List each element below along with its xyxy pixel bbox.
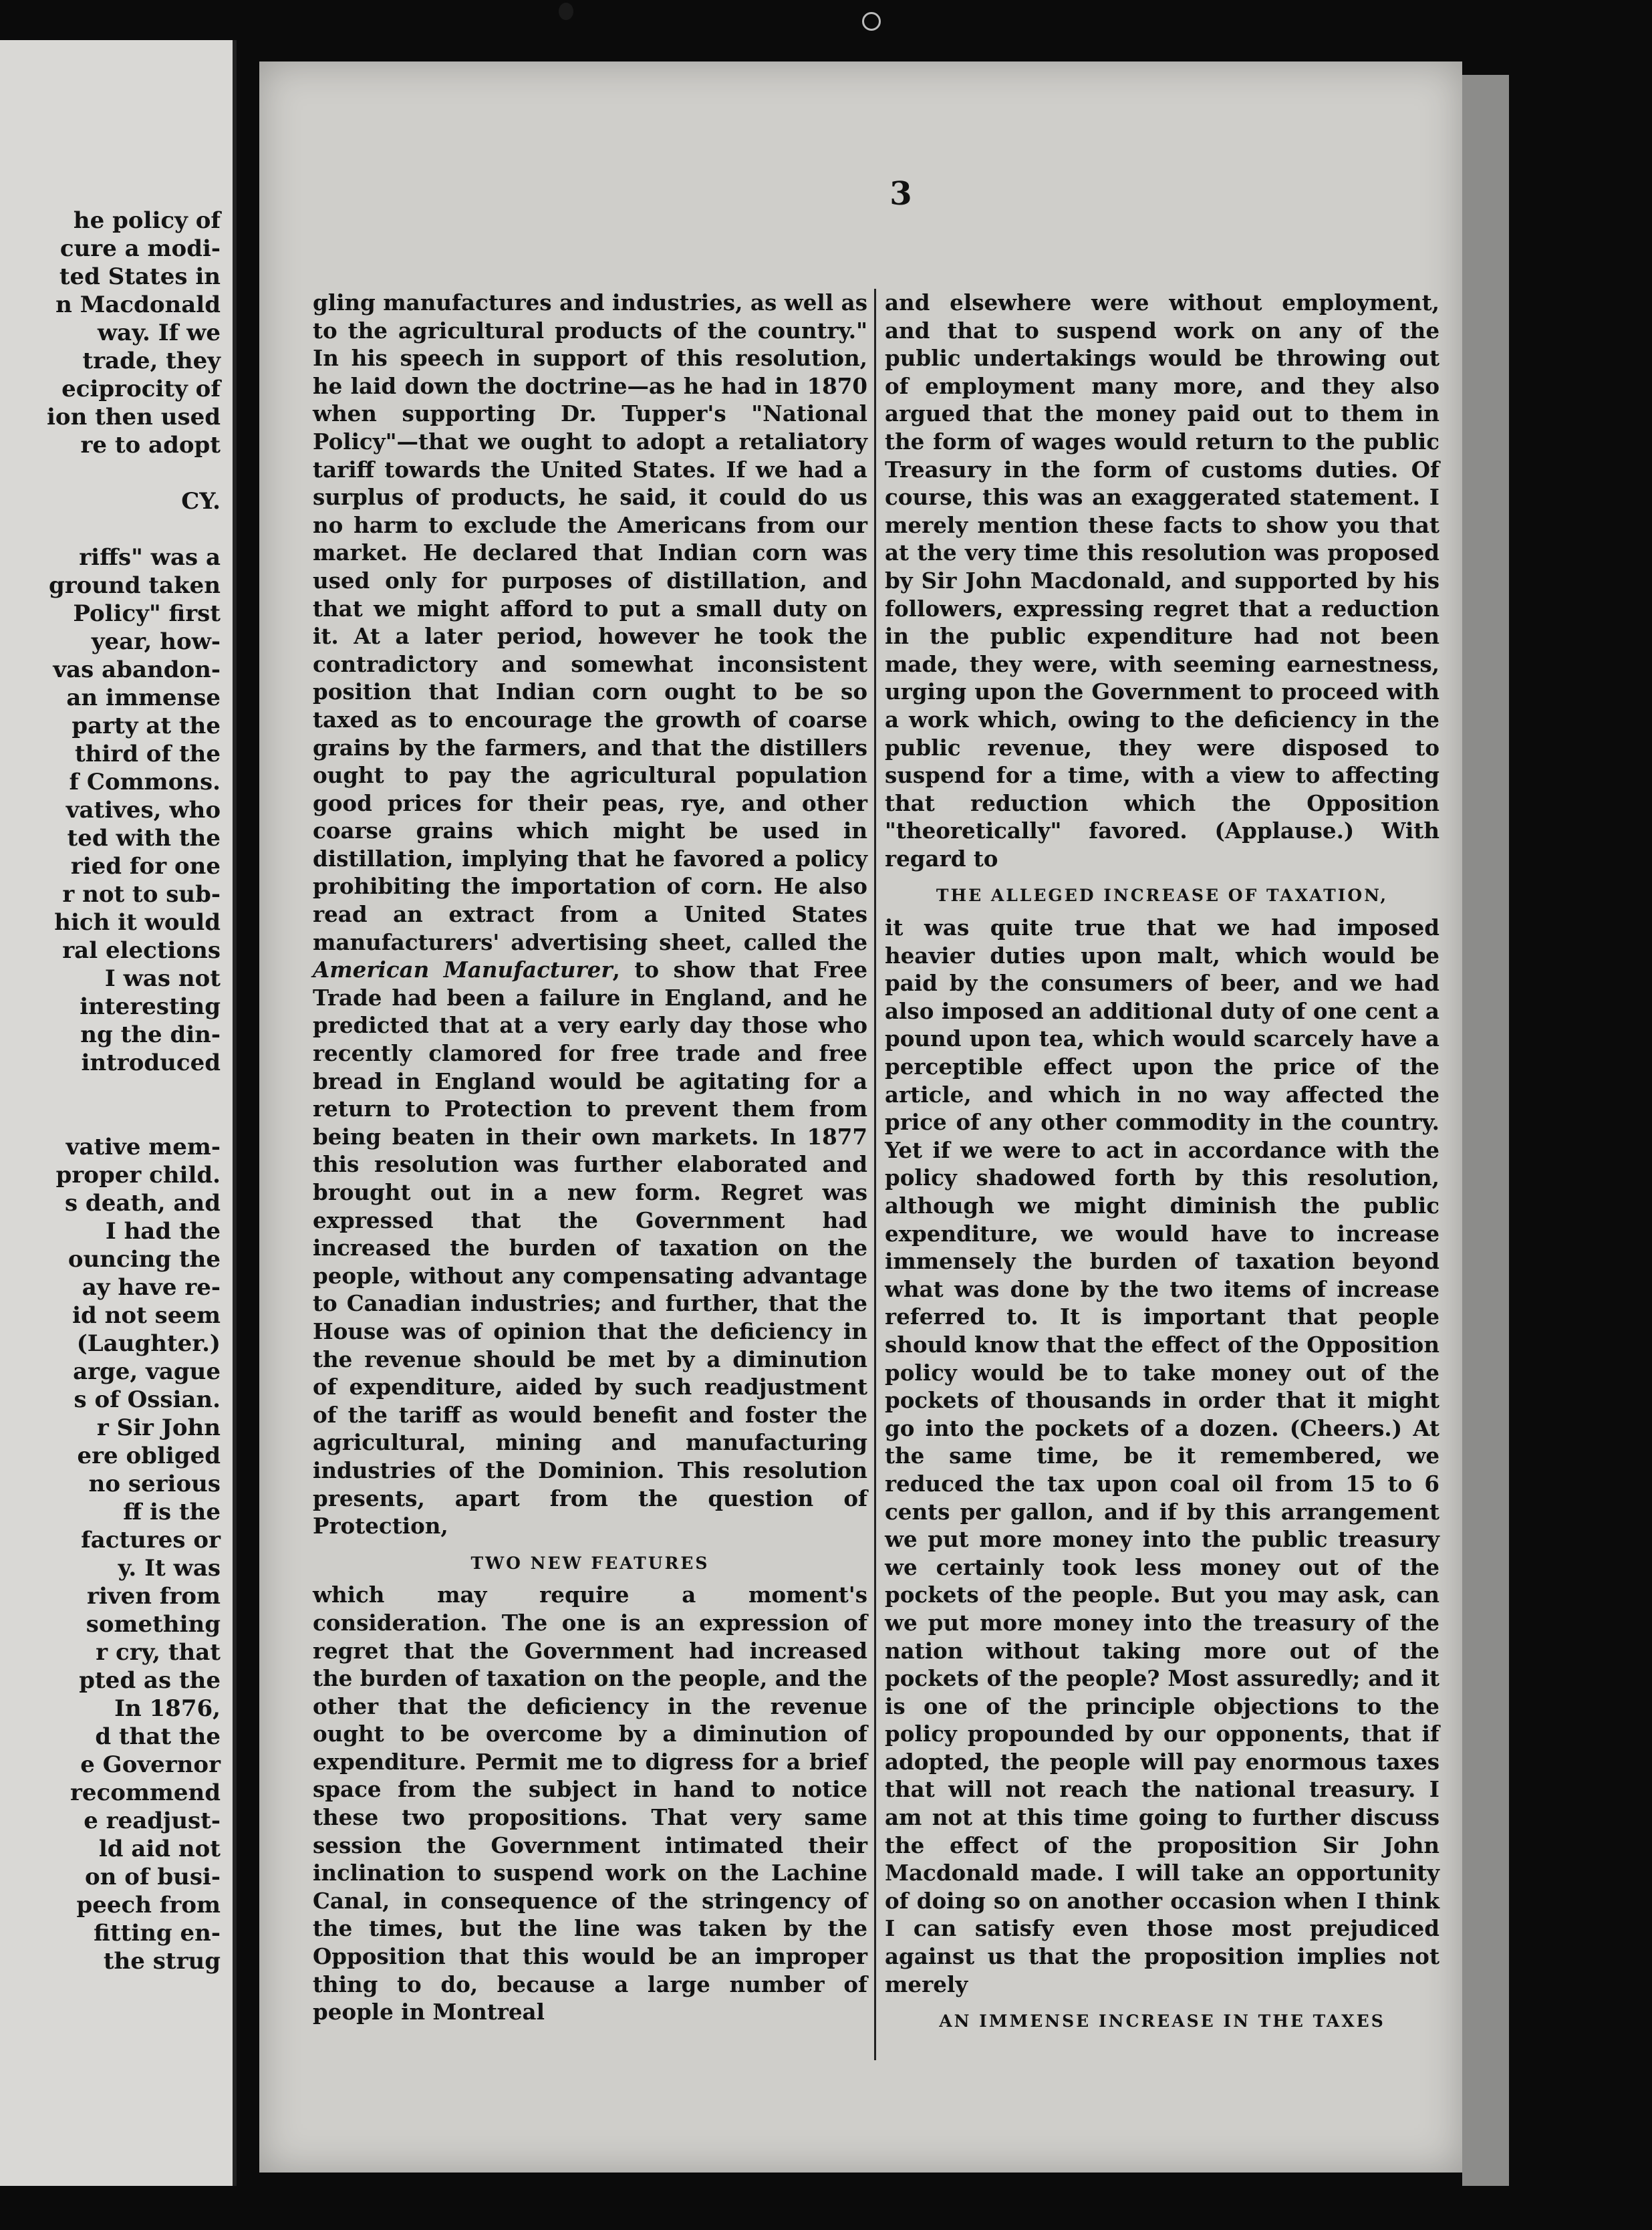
left-page-text-fragment: e readjust- bbox=[84, 1808, 221, 1834]
section-heading-immense-increase: AN IMMENSE INCREASE IN THE TAXES bbox=[939, 2011, 1385, 2031]
left-page-text-fragment: third of the bbox=[74, 741, 221, 767]
left-page-text-fragment: vative mem- bbox=[65, 1134, 221, 1160]
ink-blot bbox=[559, 3, 573, 20]
left-page-text-fragment: an immense bbox=[66, 685, 221, 711]
left-page-text-fragment: ld aid not bbox=[98, 1836, 221, 1862]
left-page-text-fragment: f Commons. bbox=[69, 769, 221, 795]
left-page-text-fragment: n Macdonald bbox=[55, 291, 221, 318]
left-page-text-fragment: r not to sub- bbox=[62, 881, 221, 908]
left-page-text-fragment: eciprocity of bbox=[61, 376, 221, 402]
left-page-text-fragment: trade, they bbox=[82, 348, 221, 374]
left-page-text-fragment: interesting bbox=[80, 993, 221, 1020]
left-page-text-fragment: I was not bbox=[104, 965, 221, 992]
left-page-text-fragment: cure a modi- bbox=[59, 235, 221, 262]
left-page-text-fragment: re to adopt bbox=[80, 432, 221, 459]
left-page-text-fragment: ff is the bbox=[123, 1499, 221, 1525]
left-page-text-fragment: something bbox=[86, 1611, 221, 1638]
left-page-text-fragment: riffs" was a bbox=[79, 544, 221, 571]
left-page-text-fragment: ral elections bbox=[62, 937, 221, 964]
left-page-text-fragment: recommend bbox=[70, 1779, 221, 1806]
left-page-text-fragment: year, how- bbox=[91, 628, 221, 655]
left-page-text-fragment: y. It was bbox=[118, 1555, 221, 1582]
left-page-text-fragment: ried for one bbox=[70, 853, 221, 880]
column-divider bbox=[874, 289, 876, 2060]
section-heading-two-new-features: TWO NEW FEATURES bbox=[470, 1553, 710, 1573]
left-page-text-fragment: e Governor bbox=[80, 1751, 221, 1778]
left-page-text-fragment: ay have re- bbox=[82, 1274, 221, 1301]
left-page-text-fragment: introduced bbox=[81, 1049, 221, 1076]
left-page-text-fragment: riven from bbox=[87, 1583, 221, 1610]
left-page-text-fragment: ere obliged bbox=[77, 1443, 221, 1469]
left-page-text-fragment: r cry, that bbox=[96, 1639, 221, 1666]
left-column bbox=[313, 289, 867, 2026]
left-page-text-fragment: ground taken bbox=[48, 572, 221, 599]
left-page-text-fragment: d that the bbox=[95, 1723, 221, 1750]
left-page-text-fragment: ion then used bbox=[46, 404, 221, 430]
left-paragraph-2: which may require a moment's consideration. The one is an expression of regret that the Government had increased the burden of taxation on the people, and the other that the deficiency in the revenue ought to be overcome by a diminution of expenditure. Permit me to digress for a brief space from the subject in hand to notice these two propositions. That very same session the Government intimated their inclination to suspend work on the Lachine Canal, in consequence of the stringency of the times, but the line was taken by the Opposition that this would be an improper thing to do, because a large number of people in Montreal bbox=[313, 1582, 867, 2025]
document-page bbox=[259, 61, 1462, 2173]
left-page-text-fragment: (Laughter.) bbox=[76, 1330, 221, 1357]
left-page-text-fragment: r Sir John bbox=[96, 1414, 221, 1441]
left-page-text-fragment: vas abandon- bbox=[53, 656, 221, 683]
left-page-text-fragment: proper child. bbox=[55, 1162, 221, 1189]
right-paragraph-2: it was quite true that we had imposed heavier duties upon malt, which would be paid by the consumers of beer, and we had also imposed an additional duty of one cent a pound upon tea, which would scarcely have a perceptible effect upon the price of the article, and which in no way affected the price of any other commodity in the country. Yet if we were to act in accordance with the policy shadowed forth by this resolution, although we might diminish the public expenditure, we would have to increase immensely the burden of taxation beyond what was done by the two items of increase referred to. It is important that people should know that the effect of the Opposition policy would be to take money out of the pockets of thousands in order that it might go into the pockets of a dozen. (Cheers.) At the same time, be it remembered, we reduced the tax upon coal oil from 15 to 6 cents per gallon, and if by this arrangement we put more money into the public treasury we certainly took less money out of the pockets of the people. But you may ask, can we put more money into the treasury of the nation without taking more out of the pockets of the people? Most assuredly; and it is one of the principle objections to the policy propounded by our opponents, that if adopted, the people will pay enormous taxes that will not reach the national treasury. I am not at this time going to further discuss the effect of the proposition Sir John Macdonald made. I will take an opportunity of doing so on another occasion when I think I can satisfy even those most prejudiced against us that the proposition implies not merely bbox=[885, 914, 1439, 1997]
right-paragraph-1: and elsewhere were without employment, and that to suspend work on any of the public undertakings would be throwing out of employment many more, and they also argued that the money paid out to them in the form of wages would return to the public Treasury in the form of customs duties. Of course, this was an exaggerated statement. I merely mention these facts to show you that at the very time this resolution was proposed by Sir John Macdonald, and supported by his followers, expressing regret that a reduction in the public expenditure had not been made, they were, with seeming earnestness, urging upon the Government to proceed with a work which, owing to the deficiency in the public revenue, they were disposed to suspend for a time, with a view to affecting that reduction which the Opposition "theoretically" favored. (Applause.) With regard to bbox=[885, 289, 1439, 872]
left-paragraph-1-end: , to show that Free Trade had been a failure in England, and he predicted that at a very early day those who recently clamored for free trade and free bread in England would be agitating for a return to Protection to prevent them from being beaten in their own markets. In 1877 this resolution was further elaborated and brought out in a new form. Regret was expressed that the Government had increased the burden of taxation on the people, without any compensating advantage to Canadian industries; and further, that the House was of opinion that the deficiency in the revenue should be met by a diminution of expenditure, aided by such readjustment of the tariff as would benefit and foster the agricultural, mining and manufacturing industries of the Dominion. This resolution presents, apart from the question of Protection, bbox=[313, 957, 867, 1539]
left-page-text-fragment: no serious bbox=[88, 1471, 221, 1497]
ink-blot bbox=[862, 12, 881, 31]
right-column bbox=[885, 289, 1439, 2039]
previous-page-fragment bbox=[0, 40, 237, 2186]
left-page-text-fragment: way. If we bbox=[97, 320, 221, 346]
left-page-text-fragment: party at the bbox=[72, 713, 221, 739]
left-page-text-fragment: on of busi- bbox=[84, 1864, 221, 1890]
left-page-text-fragment: Policy" first bbox=[73, 600, 221, 627]
left-page-text-fragment: he policy of bbox=[73, 207, 221, 234]
left-page-text-fragment: peech from bbox=[76, 1892, 221, 1918]
page-number: 3 bbox=[889, 175, 912, 213]
left-page-text-fragment: hich it would bbox=[54, 909, 221, 936]
left-page-text-fragment: factures or bbox=[81, 1527, 221, 1554]
left-page-text-fragment: the strug bbox=[103, 1948, 221, 1975]
left-page-text-fragment: id not seem bbox=[72, 1302, 221, 1329]
left-page-text-fragment: I had the bbox=[105, 1218, 221, 1245]
left-page-text-fragment: fitting en- bbox=[94, 1920, 221, 1947]
italic-title: American Manufacturer bbox=[313, 957, 613, 983]
left-page-text-fragment: ted with the bbox=[67, 825, 221, 852]
left-page-text-fragment: arge, vague bbox=[73, 1358, 221, 1385]
left-page-text-fragment: In 1876, bbox=[114, 1695, 221, 1722]
section-heading-alleged-increase: THE ALLEGED INCREASE OF TAXATION, bbox=[936, 886, 1389, 906]
left-paragraph-1-text: gling manufactures and industries, as well as to the agricultural products of the country." In his speech in support of this resolution, he laid down the doctrine—as he had in 1870 when supporting Dr. Tupper's "National Policy"—that we ought to adopt a retaliatory tariff towards the United States. If we had a surplus of products, he said, it could do us no harm to exclude the Americans from our market. He declared that Indian corn was used only for purposes of distillation, and that we might afford to put a small duty on it. At a later period, however he took the contradictory and somewhat inconsistent position that Indian corn ought to be so taxed as to encourage the growth of coarse grains by the farmers, and that the distillers ought to pay the agricultural population good prices for their peas, rye, and other coarse grains which might be used in distillation, implying that he favored a policy prohibiting the importation of corn. He also read an extract from a United States manufacturers' advertising sheet, called the bbox=[313, 289, 867, 955]
left-page-text-fragment: pted as the bbox=[79, 1667, 221, 1694]
left-page-text-fragment: vatives, who bbox=[65, 797, 221, 824]
left-page-text-fragment: ng the din- bbox=[80, 1021, 221, 1048]
left-page-text-fragment: CY. bbox=[181, 488, 221, 515]
left-page-text-fragment: ted States in bbox=[59, 263, 221, 290]
left-page-text-fragment: s death, and bbox=[64, 1190, 221, 1217]
left-page-text-fragment: s of Ossian. bbox=[74, 1386, 221, 1413]
left-paragraph-1 bbox=[313, 289, 867, 1540]
left-page-text-fragment: ouncing the bbox=[67, 1246, 221, 1273]
